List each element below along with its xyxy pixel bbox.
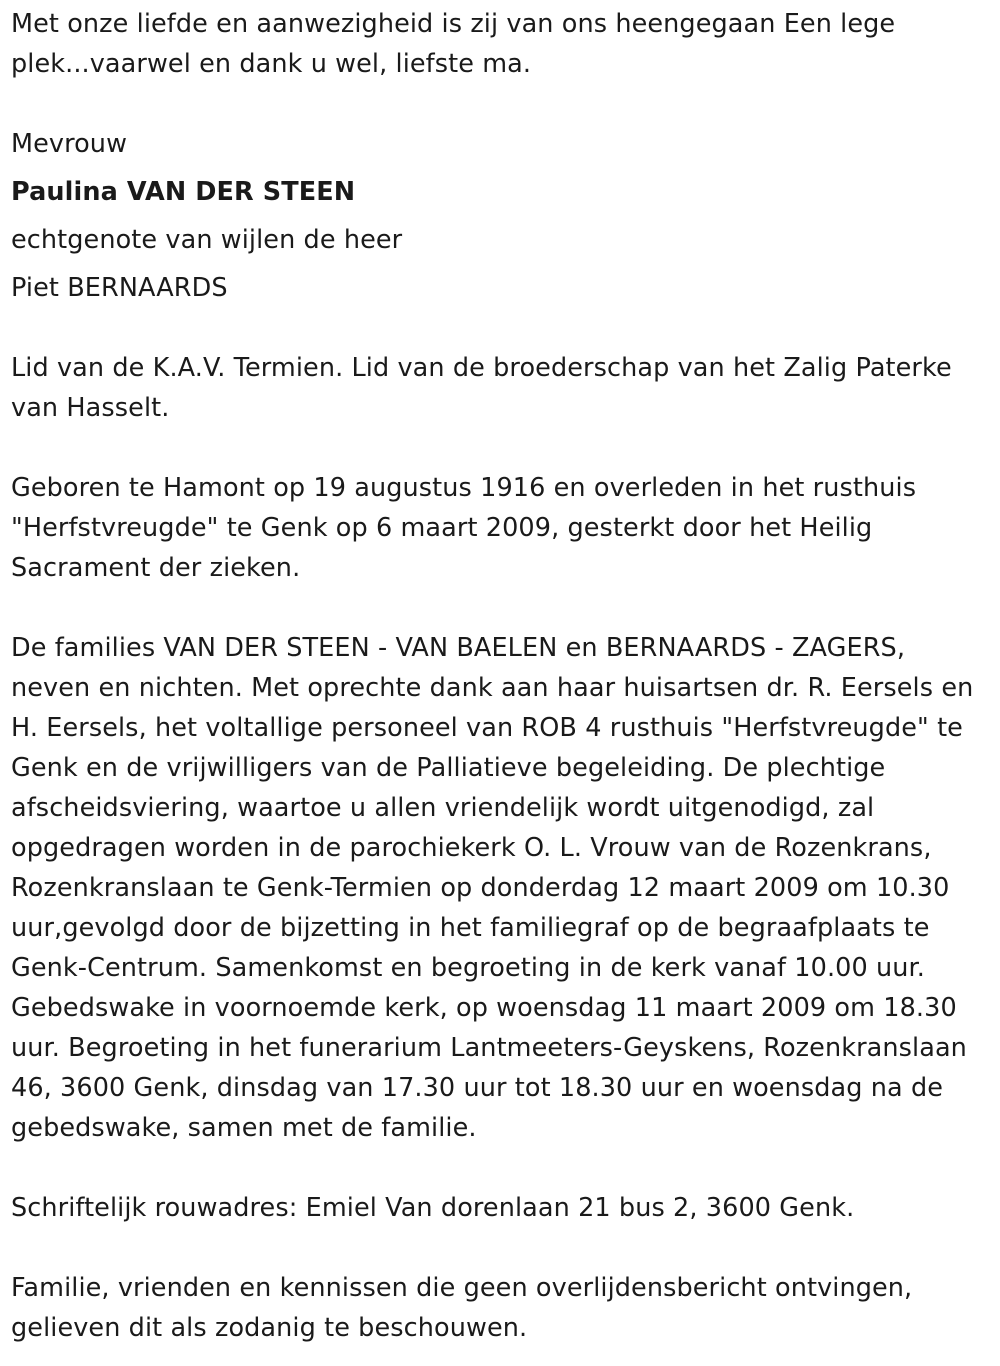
address-paragraph: Schriftelijk rouwadres: Emiel Van dorenlaan 21 bus 2, 3600 Genk.	[11, 1193, 855, 1223]
families-paragraph: De families VAN DER STEEN - VAN BAELEN en BERNAARDS - ZAGERS, neven en nichten. Met oprechte dank aan haar huisartsen dr. R. Eersels en H. Eersels, het voltallige personeel van ROB 4 rusthuis "Herfstvreugde" te Genk en de vrijwilligers van de Palliatieve begeleiding. De plechtige afscheidsviering, waartoe u allen vriendelijk wordt uitgenodigd, zal opgedragen worden in de parochiekerk O. L. Vrouw van de Rozenkrans, Rozenkranslaan te Genk-Termien op donderdag 12 maart 2009 om 10.30 uur,gevolgd door de bijzetting in het familiegraf op de begraafplaats te Genk-Centrum. Samenkomst en begroeting in de kerk vanaf 10.00 uur. Gebedswake in voornoemde kerk, op woensdag 11 maart 2009 om 18.30 uur. Begroeting in het funerarium Lantmeeters-Geyskens, Rozenkranslaan 46, 3600 Genk, dinsdag van 17.30 uur tot 18.30 uur en woensdag na de gebedswake, samen met de familie.	[11, 633, 974, 1143]
spacer	[11, 428, 991, 468]
deceased-name: Paulina VAN DER STEEN	[11, 177, 356, 207]
spouse-intro: echtgenote van wijlen de heer	[11, 225, 403, 255]
spacer	[11, 308, 991, 348]
spacer	[11, 1228, 991, 1268]
closing-paragraph: Familie, vrienden en kennissen die geen overlijdensbericht ontvingen, gelieven dit als zodanig te beschouwen.	[11, 1273, 913, 1343]
birth-death-paragraph: Geboren te Hamont op 19 augustus 1916 en overleden in het rusthuis "Herfstvreugde" te Genk op 6 maart 2009, gesterkt door het Heilig Sacrament der zieken.	[11, 473, 917, 583]
salutation: Mevrouw	[11, 129, 128, 159]
spacer	[11, 588, 991, 628]
intro-paragraph: Met onze liefde en aanwezigheid is zij van ons heengegaan Een lege plek...vaarwel en dank u wel, liefste ma.	[11, 9, 896, 79]
spouse-name: Piet BERNAARDS	[11, 273, 228, 303]
spacer	[11, 1148, 991, 1188]
spacer	[11, 84, 991, 124]
obituary-text	[11, 4, 991, 1348]
memberships-paragraph: Lid van de K.A.V. Termien. Lid van de broederschap van het Zalig Paterke van Hasselt.	[11, 353, 952, 423]
